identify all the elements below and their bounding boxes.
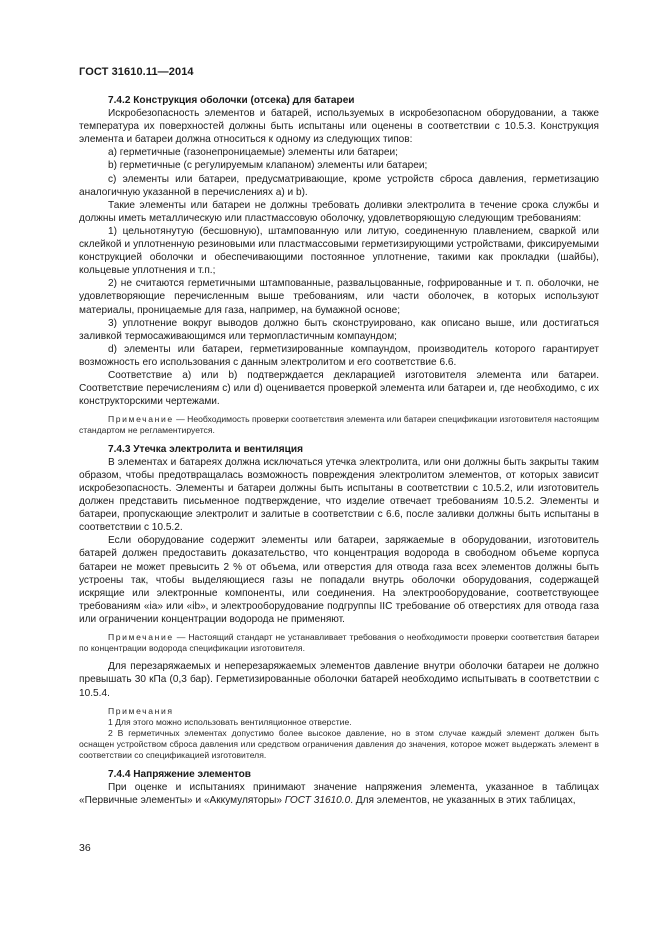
text-run: . Для элементов, не указанных в этих таблицах,	[350, 794, 576, 806]
note	[79, 414, 599, 436]
note-text: — Необходимость проверки соответствия элемента или батареи спецификации изготовителя настоящим стандартом не регламентируется.	[79, 414, 599, 436]
paragraph: Искробезопасность элементов и батарей, используемых в искробезопасном оборудовании, а также температура их поверхностей должны быть испытаны или оценены в соответствии с 10.5.3. Конструкция элемента и батареи должна относиться к одному из следующих типов:	[79, 108, 599, 146]
section-heading-7-4-3: 7.4.3 Утечка электролита и вентиляция	[108, 443, 303, 455]
note-item-1: 1 Для этого можно использовать вентиляционное отверстие.	[108, 716, 352, 727]
note-text: — Настоящий стандарт не устанавливает требования о необходимости проверки соответствия батареи по концентрации водорода спецификации изготовителя.	[79, 631, 599, 654]
requirement-item-1: 1) цельнотянутую (бесшовную), штампованную или литую, соединенную плавлением, сваркой или склейкой и уплотненную резиновыми или пластмассовыми герметизирующими устройствами, фиксируемыми конструкцией оболочки и обеспечивающими постоянное уплотнение, такими как прокладки (шайбы), кольцевые уплотнения и т.п.;	[79, 225, 599, 277]
note	[79, 632, 599, 654]
paragraph	[79, 781, 599, 807]
list-item-b: b) герметичные (с регулируемым клапаном) элементы или батареи;	[108, 160, 428, 172]
requirement-item-2: 2) не считаются герметичными штампованные, развальцованные, гофрированные и т. п. оболочки, не удовлетворяющие перечисленным выше требованиям, или части оболочек, в которых используют материалы, проницаемые для газа, например, на бумажной основе;	[79, 278, 599, 316]
list-item-c: c) элементы или батареи, предусматривающие, кроме устройств сброса давления, герметизацию аналогичную указанной в перечислениях a) и b).	[79, 173, 599, 198]
standard-reference: ГОСТ 31610.0	[284, 794, 351, 806]
note-label: Примечание	[108, 414, 174, 425]
paragraph: Такие элементы или батареи не должны требовать доливки электролита в течение срока службы и должны иметь металлическую или пластмассовую оболочку, удовлетворяющую следующим требованиям:	[79, 199, 599, 224]
paragraph: Соответствие a) или b) подтверждается декларацией изготовителя элемента или батареи. Соответствие перечислениям c) или d) оценивается проверкой элемента или батареи и, где необходимо, с их конструкторскими чертежами.	[79, 369, 599, 408]
section-heading-7-4-2: 7.4.2 Конструкция оболочки (отсека) для батареи	[108, 95, 355, 106]
section-heading-7-4-4: 7.4.4 Напряжение элементов	[108, 768, 251, 780]
page-content	[79, 94, 599, 807]
paragraph: Для перезаряжаемых и неперезаряжаемых элементов давление внутри оболочки батареи не должно превышать 30 кПа (0,3 бар). Герметизированные оболочки батарей необходимо испытывать в соответствии с 10.5.4.	[79, 661, 599, 699]
requirement-item-3: 3) уплотнение вокруг выводов должно быть сконструировано, как описано выше, или достигаться заливкой термосаживающимся или термопластичным компаундом;	[79, 317, 599, 342]
list-item-a: a) герметичные (газонепроницаемые) элементы или батареи;	[108, 147, 398, 159]
note-item-2: 2 В герметичных элементах допустимо более высокое давление, но в этом случае каждый элемент должен быть оснащен устройством сброса давления или средством ограничения давления до значения, которое может выдержать элемент в соответствии со спецификацией изготовителя.	[79, 728, 599, 761]
list-item-d: d) элементы или батареи, герметизированные компаундом, производитель которого гарантирует возможность его использования с данным электролитом и его соответствие 6.6.	[79, 343, 599, 368]
page-number: 36	[79, 842, 91, 854]
notes-title: Примечания	[108, 705, 174, 716]
paragraph: В элементах и батареях должна исключаться утечка электролита, или они должны быть закрыты таким образом, чтобы предотвращалась возможность повреждения электролитом элементов, от которых зависит искробезопасность. Элементы и батареи должны быть испытаны в соответствии с 10.5.2, или изготовитель должен представить письменное подтверждение, что изделие отвечает требованиям 10.5.2. Элементы и батареи, пропускающие электролит и залитые в соответствии с 6.6, после заливки должны быть испытаны в соответствии с 10.5.2.	[79, 456, 599, 534]
paragraph: Если оборудование содержит элементы или батареи, заряжаемые в оборудовании, изготовитель батарей должен предоставить доказательство, что концентрация водорода в свободном объеме корпуса батареи не может превысить 2 % от объема, или отверстия для отвода газа всех элементов должны быть устроены так, чтобы выделяющиеся газы не попадали внутрь оболочки оборудования, содержащей искрящие или электронные компоненты, или соединения. На электрооборудование, соответствующее требованиям «ia» или «ib», и электрооборудование подгруппы IIC требование об отверстиях для отвода газа или ограничении концентрации водорода не применяют.	[79, 535, 599, 625]
document-code-header: ГОСТ 31610.11—2014	[79, 66, 194, 78]
text-run: При оценке и испытаниях принимают значение напряжения элемента, указанное в таблицах «Первичные элементы» и «Аккумуляторы»	[79, 781, 599, 806]
note-label: Примечание	[108, 631, 174, 642]
